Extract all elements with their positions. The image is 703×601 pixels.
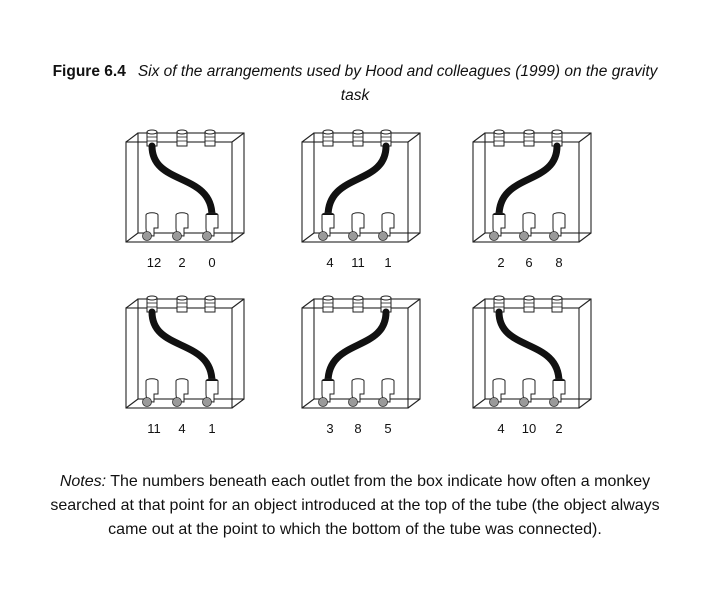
outlet-ball <box>319 232 328 241</box>
figure-caption <box>40 60 670 108</box>
box-edge <box>232 299 244 308</box>
top-valve <box>323 130 333 146</box>
box-edge <box>473 233 485 242</box>
tube <box>152 146 212 216</box>
figure-label: Figure 6.4 <box>52 63 126 80</box>
top-valve <box>494 130 504 146</box>
box-edge <box>408 299 420 308</box>
arrangement-panel <box>469 294 599 436</box>
outlet-ball <box>173 232 182 241</box>
top-valve <box>524 296 534 312</box>
box-edge <box>408 233 420 242</box>
box-edge <box>302 233 314 242</box>
box-diagram <box>469 294 599 414</box>
outlet-ball <box>349 232 358 241</box>
search-count: 2 <box>555 421 563 436</box>
outlet-ball <box>143 232 152 241</box>
search-count: 5 <box>384 421 392 436</box>
top-valve <box>323 296 333 312</box>
outlet-ball <box>319 398 328 407</box>
notes-text: The numbers beneath each outlet from the box indicate how often a monkey searched at that point for an object introduced at the top of the tube (the object always came out at the point to which the bottom of the tube was connected). <box>50 473 660 538</box>
arrangement-panel <box>298 128 428 270</box>
outlet-ball <box>490 232 499 241</box>
top-valve <box>353 130 363 146</box>
box-edge <box>408 133 420 142</box>
search-count: 11 <box>147 421 161 436</box>
outlet-ball <box>520 232 529 241</box>
box-diagram <box>298 294 428 414</box>
outlet-ball <box>550 232 559 241</box>
tube <box>328 146 386 216</box>
outlet-ball <box>349 398 358 407</box>
box-edge <box>473 133 485 142</box>
box-edge <box>232 399 244 408</box>
top-valve <box>205 130 215 146</box>
search-count: 12 <box>146 255 162 270</box>
top-valve <box>177 130 187 146</box>
box-edge <box>473 299 485 308</box>
box-edge <box>408 399 420 408</box>
figure-caption-text: Six of the arrangements used by Hood and colleagues (1999) on the gravity task <box>137 63 658 104</box>
box-edge <box>579 299 591 308</box>
outlet-ball <box>379 232 388 241</box>
box-edge <box>126 133 138 142</box>
search-count: 6 <box>525 255 533 270</box>
outlet-ball <box>490 398 499 407</box>
box-edge <box>302 299 314 308</box>
search-count: 4 <box>178 421 186 436</box>
arrangement-panel <box>469 128 599 270</box>
box-edge <box>126 233 138 242</box>
search-count: 1 <box>384 255 392 270</box>
box-diagram <box>298 128 428 248</box>
outlet-ball <box>173 398 182 407</box>
tube <box>499 312 559 382</box>
box-edge <box>473 399 485 408</box>
tube <box>328 312 386 382</box>
notes-label: Notes: <box>59 473 107 490</box>
outlet-ball <box>550 398 559 407</box>
arrangement-panel <box>298 294 428 436</box>
top-valve <box>205 296 215 312</box>
box-edge <box>579 133 591 142</box>
box-edge <box>126 399 138 408</box>
search-count: 8 <box>354 421 362 436</box>
search-count: 11 <box>351 255 365 270</box>
box-edge <box>579 399 591 408</box>
search-count: 1 <box>208 421 216 436</box>
search-count: 3 <box>326 421 334 436</box>
outlet-ball <box>143 398 152 407</box>
box-edge <box>302 133 314 142</box>
arrangement-panel <box>122 294 252 436</box>
box-diagram <box>469 128 599 248</box>
notes <box>40 470 670 542</box>
search-count: 0 <box>208 255 216 270</box>
tube <box>152 312 212 382</box>
box-edge <box>126 299 138 308</box>
box-edge <box>232 233 244 242</box>
box-diagram <box>122 294 252 414</box>
arrangement-panel <box>122 128 252 270</box>
box-edge <box>232 133 244 142</box>
outlet-ball <box>203 398 212 407</box>
search-count: 10 <box>521 421 537 436</box>
search-count: 8 <box>555 255 563 270</box>
top-valve <box>524 130 534 146</box>
outlet-ball <box>520 398 529 407</box>
search-count: 4 <box>326 255 334 270</box>
search-count: 2 <box>178 255 186 270</box>
top-valve <box>552 296 562 312</box>
box-edge <box>579 233 591 242</box>
search-count: 2 <box>497 255 505 270</box>
outlet-ball <box>203 232 212 241</box>
box-edge <box>302 399 314 408</box>
search-count: 4 <box>497 421 505 436</box>
top-valve <box>353 296 363 312</box>
top-valve <box>177 296 187 312</box>
box-diagram <box>122 128 252 248</box>
outlet-ball <box>379 398 388 407</box>
tube <box>499 146 557 216</box>
